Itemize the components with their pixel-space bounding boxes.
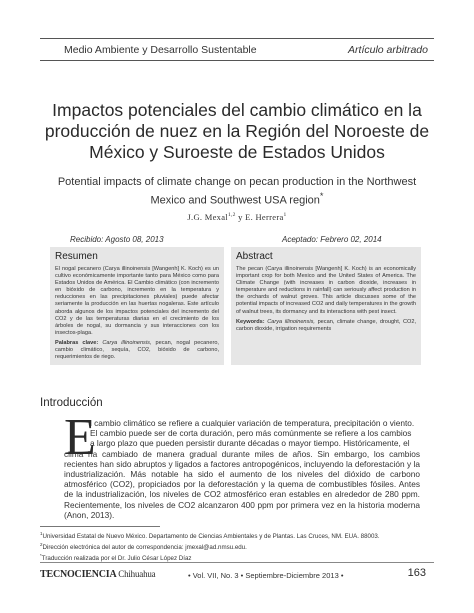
keywords <box>236 319 416 333</box>
palabras-clave-text: pecan, nogal pecanero, cambio climático, sequía, CO2, bióxido de carbono, requerimientos de riego. <box>55 339 219 361</box>
keywords-species: Carya illinoinensis, <box>267 318 315 325</box>
palabras-clave-label: Palabras clave: <box>55 339 99 346</box>
resumen-text: El nogal pecanero (Carya illinoinensis [Wangenh] K. Koch) es un cultivo económicamente importante tanto para México como para Estados Unidos de América. El Cambio climático (con incremento en bióxido de carbono, incremento en la temperatura y reducciones en las precipitaciones pluviales) puede afectar seriamente la producción en las huertas nogaleras. Este artículo aborda algunos de los impactos potenciales del incremento del CO2 y de las temperaturas diarias en el crecimiento de los árboles de nogal, su dormancia y sus interacciones con los insectos-plaga. <box>55 266 219 336</box>
intro-rest: clima ha cambiado de manera gradual durante miles de años. Sin embargo, los cambios recientes han sido abruptos y ligados a factores antropogénicos, incluyendo la deforestación y la industrialización. Más notable ha sido el aumento de los niveles del dióxido de carbono atmosférico (CO2), propiciados por la deforestación y la quema de combustibles fósiles. Antes de la industrialización, los niveles de CO2 atmosférico eran estables en alrededor de 280 ppm. Recientemente, los niveles de CO2 alcanzaron 400 ppm por primera vez en la historia moderna (Anon, 2013). <box>64 448 420 520</box>
resumen-box <box>50 247 224 365</box>
footnotes <box>40 530 434 563</box>
abstract-box <box>231 247 421 365</box>
abstract-heading: Abstract <box>236 251 273 262</box>
footnote-2: $^2$Dirección electrónica del autor de correspondencia: jmexal@ad.nmsu.edu. <box>40 541 247 551</box>
intro-line-1: l cambio climático se refiere a cualquier variación de temperatura, precipitación o viento. <box>90 418 415 428</box>
footnote-rule <box>40 526 160 527</box>
footnote-3-text: Traducción realizada por el Dr. Julio César López Díaz <box>41 554 192 562</box>
header-top-rule <box>40 38 434 39</box>
section-label: Medio Ambiente y Desarrollo Sustentable <box>64 44 257 56</box>
footnote-3: *Traducción realizada por el Dr. Julio César López Díaz <box>40 552 192 562</box>
subtitle-mark: * <box>319 191 324 201</box>
journal-name: TECNOCIENCIA <box>40 569 116 580</box>
accepted-date: Aceptado: Febrero 02, 2014 <box>282 235 382 244</box>
intro-heading: Introducción <box>40 397 103 409</box>
article-title: Impactos potenciales del cambio climático en la producción de nuez en la Región del Noroeste de México y Suroeste de Estados Unidos <box>44 100 430 162</box>
author-1: J.G. Mexal <box>187 212 228 222</box>
journal-logo <box>40 569 155 580</box>
intro-paragraph <box>64 418 420 520</box>
author-2-affil: 1 <box>283 212 287 219</box>
footnote-1: $^1$Universidad Estatal de Nuevo México. Departamento de Ciencias Ambientales y de Plantas. Las Cruces, NM. EUA. 88003. <box>40 531 380 541</box>
journal-city: Chihuahua <box>118 569 156 579</box>
resumen-heading: Resumen <box>55 251 98 262</box>
page-number: 163 <box>407 567 426 579</box>
footnote-2-text: Dirección electrónica del autor de correspondencia: jmexal@ad.nmsu.edu. <box>42 543 247 551</box>
issue-info: • Vol. VII, No. 3 • Septiembre-Diciembre 2013 • <box>188 571 344 580</box>
author-separator: y <box>235 212 246 222</box>
palabras-clave-species: Carya illinoinensis, <box>102 339 152 346</box>
footnote-1-text: Universidad Estatal de Nuevo México. Departamento de Ciencias Ambientales y de Plantas. Las Cruces, NM. EUA. 88003. <box>42 533 380 541</box>
header-bottom-rule <box>40 60 434 61</box>
palabras-clave <box>55 340 219 361</box>
intro-line-3: a largo plazo que pueden persistir durante décadas o mayor tiempo. Históricamente, el <box>90 438 410 449</box>
author-2: E. Herrera <box>245 212 284 222</box>
subtitle-text: Potential impacts of climate change on pecan production in the Northwest Mexico and Southwest USA region <box>57 176 417 207</box>
intro-line-2: El cambio puede ser de corta duración, pero más comúnmente se refiere a los cambios <box>90 428 412 439</box>
keywords-text: pecan, climate change, drought, CO2, carbon dioxide, irrigation requirements <box>236 318 417 332</box>
abstract-text: The pecan (Carya illinoinensis [Wangenh] K. Koch) is an economically important crop for both Mexico and the United States of America. The Climate Change (with increases in carbon dioxide, increases in temperature and reductions in rainfall) can seriously affect production in the orchards of walnut groves. This article discusses some of the potential impacts of increased CO2 and daily temperatures in the growth of walnut trees, its dormancy and its interactions with pest insect. <box>236 266 416 315</box>
article-type-label: Artículo arbitrado <box>348 44 428 56</box>
article-subtitle <box>50 175 424 208</box>
received-date: Recibido: Agosto 08, 2013 <box>70 235 164 244</box>
author-line <box>40 212 434 222</box>
keywords-label: Keywords: <box>236 318 265 325</box>
author-1-affil: 1,2 <box>227 212 236 219</box>
footer-rule <box>40 562 434 563</box>
intro-body <box>64 409 420 520</box>
drop-cap: E <box>64 409 96 466</box>
